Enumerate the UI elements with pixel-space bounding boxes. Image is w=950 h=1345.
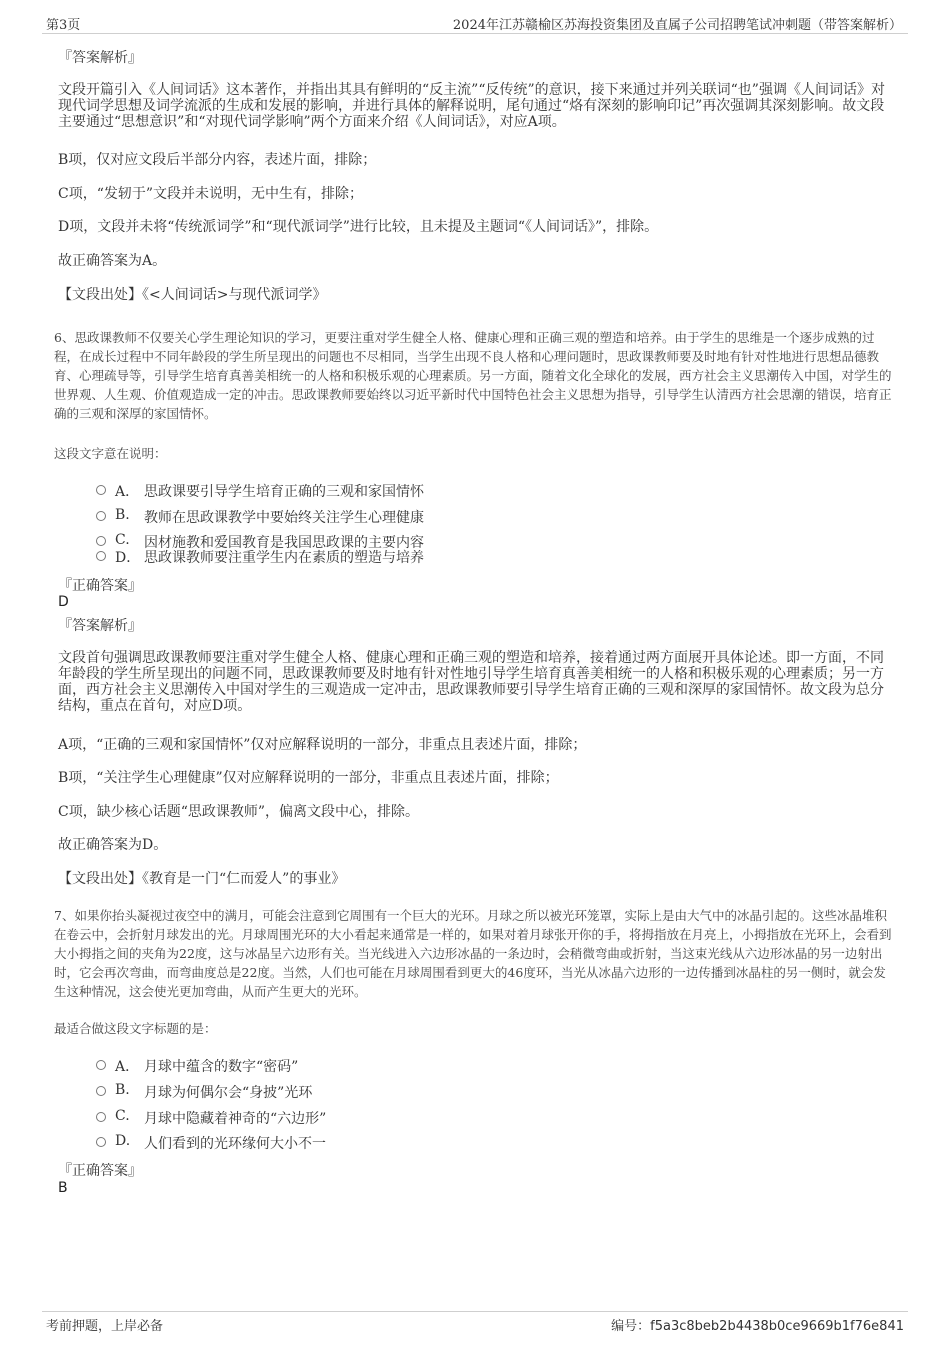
footer-code — [611, 1315, 904, 1334]
q6-option-a-analysis: A项，“正确的三观和家国情怀”仅对应解释说明的一部分，非重点且表述片面，排除； — [58, 737, 587, 753]
radio-icon[interactable] — [96, 536, 106, 546]
q5-analysis-tag: 『答案解析』 — [58, 50, 142, 66]
option-text: 人们看到的光环缘何大小不一 — [144, 1136, 326, 1152]
page-footer — [42, 1311, 908, 1335]
q6-source: 【文段出处】《教育是一门“仁而爱人”的事业》 — [58, 871, 346, 887]
q6-answer-tag: 『正确答案』 — [58, 578, 142, 594]
q5-source: 【文段出处】《<人间词话>与现代派词学》 — [58, 287, 327, 303]
radio-icon[interactable] — [96, 1137, 106, 1147]
option-letter: D. — [115, 1133, 131, 1149]
radio-icon[interactable] — [96, 1060, 106, 1070]
q6-conclusion: 故正确答案为D。 — [58, 837, 168, 853]
page-number: 第3页 — [46, 18, 81, 33]
radio-icon[interactable] — [96, 511, 106, 521]
q6-analysis-text: 文段首句强调思政课教师要注重对学生健全人格、健康心理和正确三观的塑造和培养，接着通过两方面展开具体论述。即一方面，不同年龄段的学生所呈现出的问题不同，思政课教师要及时地有针对性地引导学生培育真善美相统一的人格和积极乐观的心理素质；另一方面，西方社会主义思潮传入中国对学生的三观造成一定冲击，思政课教师要引导学生培育正确的三观和深厚的家国情怀。故文段为总分结构，重点在首句，对应D项。 — [58, 650, 884, 714]
q6-prompt: 这段文字意在说明： — [54, 446, 167, 461]
q7-answer-tag: 『正确答案』 — [58, 1163, 142, 1179]
q6-answer: D — [58, 594, 69, 610]
option-letter: B. — [115, 1082, 130, 1098]
option-letter: B. — [115, 507, 130, 523]
document-title: 2024年江苏赣榆区苏海投资集团及直属子公司招聘笔试冲刺题（带答案解析） — [452, 18, 902, 33]
footer-code-label: 编号： — [611, 1319, 651, 1334]
q5-option-d-analysis: D项，文段并未将“传统派词学”和“现代派词学”进行比较，且未提及主题词“《人间词话》”，排除。 — [58, 219, 659, 235]
option-letter: C. — [115, 532, 130, 548]
option-text: 教师在思政课教学中要始终关注学生心理健康 — [144, 510, 424, 526]
radio-icon[interactable] — [96, 551, 106, 561]
option-text: 月球中隐藏着神奇的“六边形” — [144, 1111, 327, 1127]
radio-icon[interactable] — [96, 485, 106, 495]
option-text: 思政课教师要注重学生内在素质的塑造与培养 — [144, 550, 424, 566]
q5-option-c-analysis: C项，“发轫于”文段并未说明，无中生有，排除； — [58, 186, 364, 202]
radio-icon[interactable] — [96, 1112, 106, 1122]
option-text: 月球为何偶尔会“身披”光环 — [144, 1085, 313, 1101]
q5-conclusion: 故正确答案为A。 — [58, 253, 167, 269]
option-letter: A． — [115, 1059, 140, 1075]
q6-question-text: 6、思政课教师不仅要关心学生理论知识的学习，更要注重对学生健全人格、健康心理和正确三观的塑造和培养。由于学生的思维是一个逐步成熟的过程，在成长过程中不同年龄段的学生所呈现出的问题也不尽相同，当学生出现不良人格和心理问题时，思政课教师要及时地有针对性地进行思想品德教育、心理疏导等，引导学生培育真善美相统一的人格和积极乐观的心理素质。另一方面，随着文化全球化的发展，西方社会主义思潮传入中国，对学生的世界观、人生观、价值观造成一定的冲击。思政课教师要始终以习近平新时代中国特色社会主义思想为指导，引导学生认清西方社会思潮的错误，培育正确的三观和深厚的家国情怀。 — [54, 330, 892, 421]
q5-analysis-text: 文段开篇引入《人间词话》这本著作，并指出其具有鲜明的“反主流”“反传统”的意识，接下来通过并列关联词“也”强调《人间词话》对现代词学思想及词学流派的生成和发展的影响，并进行具体的解释说明，尾句通过“烙有深刻的影响印记”再次强调其深刻影响。故文段主要通过“思想意识”和“对现代词学影响”两个方面来介绍《人间词话》，对应A项。 — [58, 82, 885, 130]
q6-option-b-analysis: B项，“关注学生心理健康”仅对应解释说明的一部分，非重点且表述片面，排除； — [58, 770, 559, 786]
option-letter: C. — [115, 1108, 130, 1124]
q6-option-c-analysis: C项，缺少核心话题“思政课教师”，偏离文段中心，排除。 — [58, 804, 420, 820]
option-text: 思政课要引导学生培育正确的三观和家国情怀 — [144, 484, 424, 500]
option-letter: A． — [115, 484, 140, 500]
footer-code-value: f5a3c8beb2b4438b0ce9669b1f76e841 — [650, 1319, 904, 1334]
q6-analysis-tag: 『答案解析』 — [58, 618, 142, 634]
q5-option-b-analysis: B项，仅对应文段后半部分内容，表述片面，排除； — [58, 152, 377, 168]
page-header — [42, 14, 908, 34]
footer-slogan: 考前押题，上岸必备 — [46, 1319, 164, 1334]
q7-prompt: 最适合做这段文字标题的是： — [54, 1021, 217, 1036]
option-text: 因材施教和爱国教育是我国思政课的主要内容 — [144, 535, 424, 551]
radio-icon[interactable] — [96, 1086, 106, 1096]
q7-question-text: 7、如果你抬头凝视过夜空中的满月，可能会注意到它周围有一个巨大的光环。月球之所以被光环笼罩，实际上是由大气中的冰晶引起的。这些冰晶堆积在卷云中，会折射月球发出的光。月球周围光环的大小看起来通常是一样的，如果对着月球张开你的手，将拇指放在月亮上，小拇指放在光环上，会看到大小拇指之间的夹角为22度，这与冰晶呈六边形有关。当光线进入六边形冰晶的一条边时，会稍微弯曲或折射，当这束光线从六边形冰晶的另一边射出时，它会再次弯曲，而弯曲度总是22度。当然，人们也可能在月球周围看到更大的46度环，当光从冰晶六边形的一边传播到冰晶柱的另一侧时，就会发生这种情况，这会使光更加弯曲，从而产生更大的光环。 — [54, 908, 892, 999]
q7-answer: B — [58, 1180, 68, 1196]
option-letter: D． — [115, 550, 141, 566]
option-text: 月球中蕴含的数字“密码” — [144, 1059, 299, 1075]
